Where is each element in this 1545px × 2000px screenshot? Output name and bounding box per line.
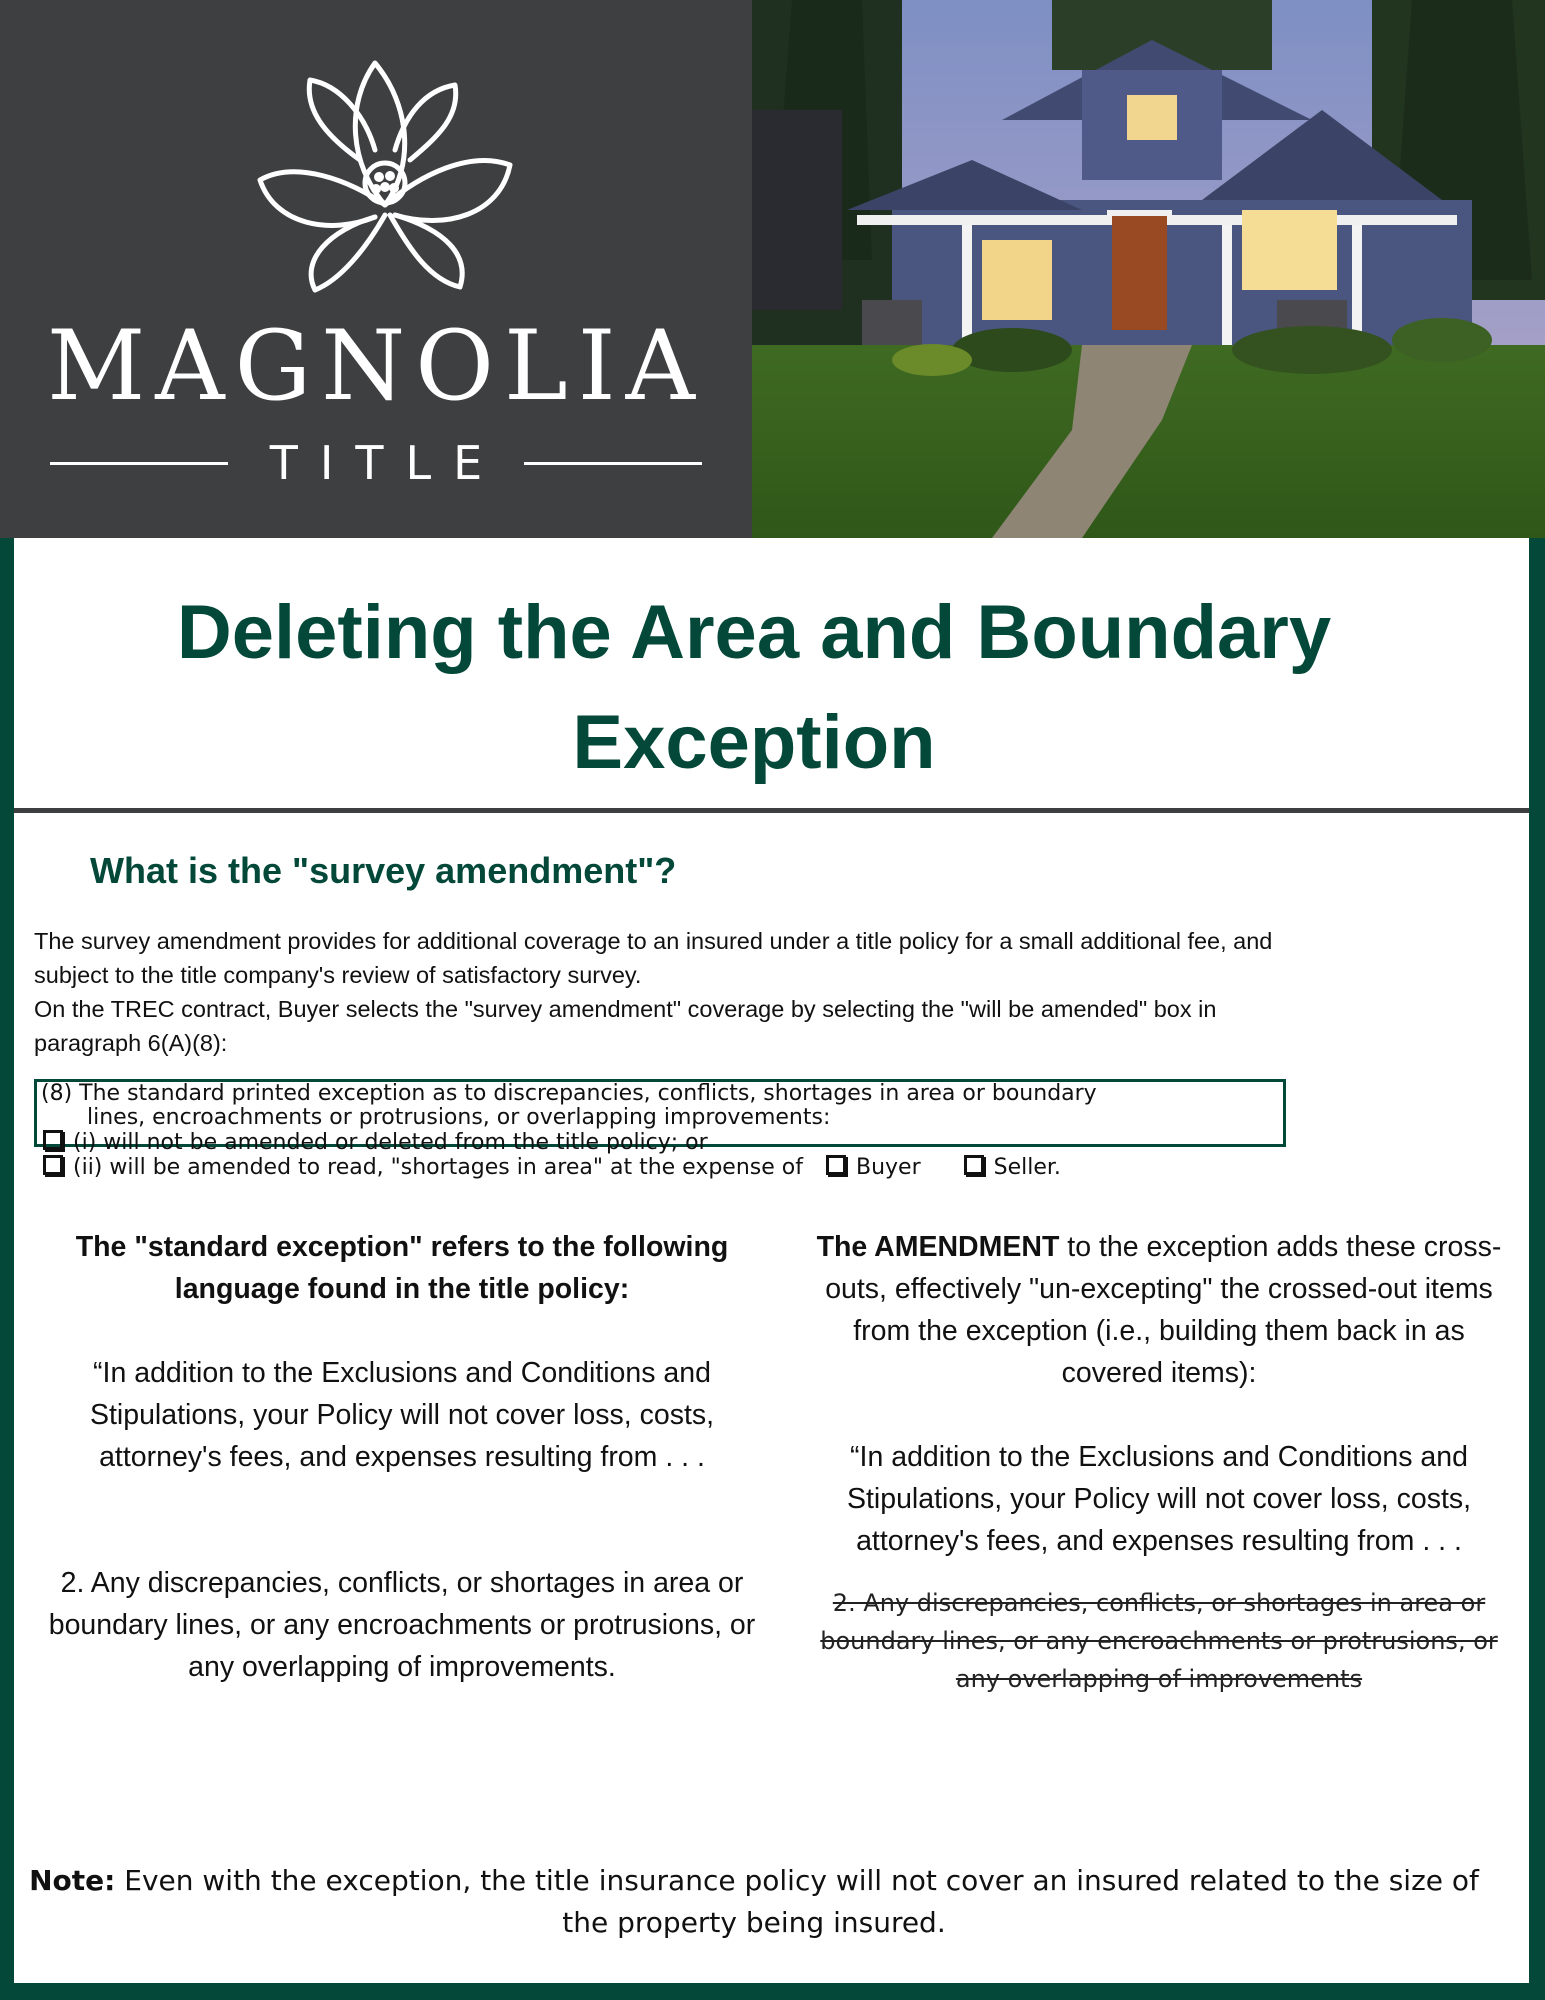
trec-option-2	[41, 1155, 1279, 1180]
trec-buyer-label: Buyer	[855, 1155, 921, 1180]
note	[14, 1860, 1494, 1944]
standard-exception-heading: The "standard exception" refers to the following language found in the title policy:	[75, 1231, 729, 1305]
standard-exception-quote: “In addition to the Exclusions and Conditions and Stipulations, your Policy will not cover loss, costs, attorney's fees, and expenses resulting from . . .	[89, 1357, 715, 1473]
note-text: Even with the exception, the title insurance policy will not cover an insured related to the size of the property being insured.	[115, 1864, 1479, 1939]
amendment-heading-text: to the exception adds these cross-outs, effectively "un-excepting" the crossed-out items from the exception (i.e., building them back in as covered items):	[825, 1231, 1502, 1389]
trec-option-1	[41, 1130, 1279, 1155]
magnolia-flower-icon	[245, 55, 525, 305]
divider-right	[524, 462, 702, 465]
note-label: Note:	[29, 1864, 116, 1897]
brand-sub: TITLE	[269, 436, 505, 490]
trec-seller-label: Seller.	[993, 1155, 1061, 1180]
checkbox-icon	[964, 1155, 984, 1175]
checkbox-icon	[43, 1130, 63, 1150]
intro-paragraph-2: On the TREC contract, Buyer selects the "survey amendment" coverage by selecting the "will be amended" box in paragraph 6(A)(8):	[34, 996, 1217, 1056]
page-title-line-1: Deleting the Area and Boundary	[176, 590, 1332, 675]
brand-name: MAGNOLIA	[46, 310, 705, 422]
divider-left	[50, 462, 228, 465]
standard-exception-item: 2. Any discrepancies, conflicts, or shortages in area or boundary lines, or any encroachments or protrusions, or any overlapping of improvements.	[48, 1567, 756, 1683]
standard-exception-column	[32, 1226, 772, 1688]
content-card	[14, 538, 1529, 1983]
brand-sub-row	[50, 438, 702, 488]
trec-line-1: (8) The standard printed exception as to discrepancies, conflicts, shortages in area or boundary	[41, 1081, 1097, 1106]
page-title	[14, 578, 1494, 798]
amendment-quote: “In addition to the Exclusions and Conditions and Stipulations, your Policy will not cover loss, costs, attorney's fees, and expenses resulting from . . .	[846, 1441, 1472, 1557]
checkbox-icon	[43, 1155, 63, 1175]
amendment-struck-item: 2. Any discrepancies, conflicts, or shortages in area or boundary lines, or any encroachments or protrusions, or any overlapping of improvements	[820, 1589, 1498, 1693]
checkbox-icon	[826, 1155, 846, 1175]
trec-option-2-text: (ii) will be amended to read, "shortages in area" at the expense of	[73, 1155, 803, 1180]
amendment-column	[804, 1226, 1514, 1698]
amendment-heading	[804, 1226, 1514, 1394]
trec-line-2: lines, encroachments or protrusions, or overlapping improvements:	[87, 1105, 831, 1130]
logo-panel	[0, 0, 752, 538]
page-title-line-2: Exception	[572, 700, 936, 785]
intro-paragraph-1: The survey amendment provides for additional coverage to an insured under a title policy for a small additional fee, and subject to the title company's review of satisfactory survey.	[34, 928, 1273, 988]
amendment-heading-bold: The AMENDMENT	[816, 1231, 1060, 1263]
trec-option-1-text: (i) will not be amended or deleted from the title policy; or	[73, 1130, 708, 1155]
trec-excerpt	[34, 1079, 1286, 1180]
intro-text	[34, 924, 1324, 1060]
title-divider	[14, 808, 1529, 813]
section-heading: What is the "survey amendment"?	[90, 850, 677, 891]
house-photo	[752, 0, 1545, 538]
